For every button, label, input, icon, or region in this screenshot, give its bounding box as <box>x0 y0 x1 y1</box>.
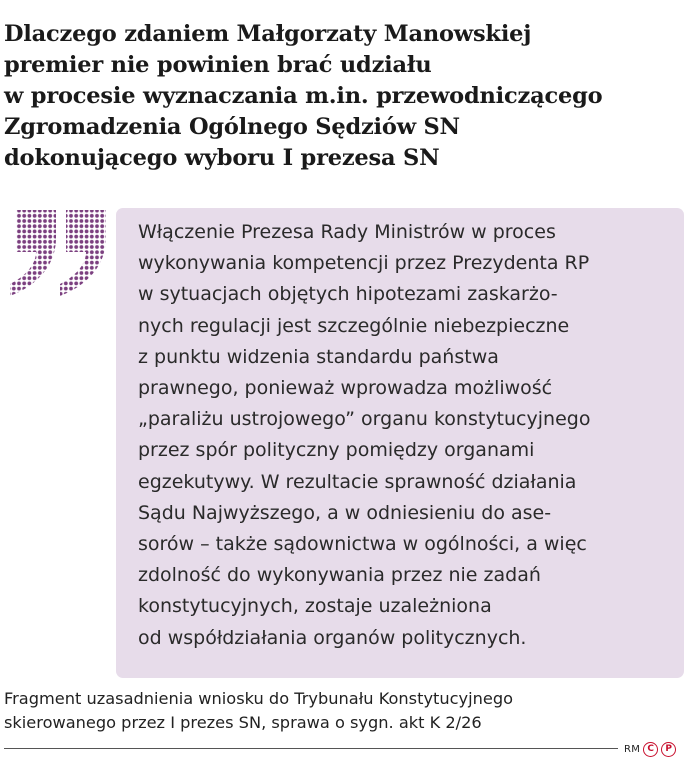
publisher-icon: P <box>661 742 676 757</box>
quote-line: sorów – także sądownictwa w ogólności, a więc <box>138 533 587 556</box>
quote-line: zdolność do wykonywania przez nie zadań <box>138 564 541 587</box>
title-line: Dlaczego zdaniem Małgorzaty Manowskiej <box>4 21 532 47</box>
title-line: w procesie wyznaczania m.in. przewodniczącego <box>4 83 603 109</box>
quote-line: Włączenie Prezesa Rady Ministrów w proces <box>138 221 556 243</box>
title-line: dokonującego wyboru I prezesa SN <box>4 145 440 171</box>
quote-line: Sądu Najwyższego, a w odniesieniu do ase- <box>138 501 552 524</box>
quote-line: konstytucyjnych, zostaje uzależniona <box>138 595 492 618</box>
quote-line: prawnego, ponieważ wprowadza możliwość <box>138 377 553 400</box>
quote-line: nych regulacji jest szczególnie niebezpieczne <box>138 314 570 337</box>
quote-line: w sytuacjach objętych hipotezami zaskarżo- <box>138 283 558 306</box>
footer-divider <box>4 748 618 749</box>
opening-quote-dotted-icon <box>6 208 110 298</box>
quote-text <box>138 217 683 654</box>
quote-line: od współdziałania organów politycznych. <box>138 626 527 649</box>
caption-line: Fragment uzasadnienia wniosku do Trybunału Konstytucyjnego <box>4 689 514 708</box>
quote-line: przez spór polityczny pomiędzy organami <box>138 439 535 462</box>
caption-line: skierowanego przez I prezes SN, sprawa o sygn. akt K 2/26 <box>4 713 482 732</box>
quote-line: wykonywania kompetencji przez Prezydenta RP <box>138 252 590 275</box>
quote-line: z punktu widzenia standardu państwa <box>138 345 499 368</box>
title-line: Zgromadzenia Ogólnego Sędziów SN <box>4 114 460 140</box>
quote-line: „paraliżu ustrojowego” organu konstytucyjnego <box>138 408 591 431</box>
article-title <box>4 19 688 174</box>
title-line: premier nie powinien brać udziału <box>4 52 432 78</box>
author-credit <box>624 740 676 758</box>
copyright-icon: C <box>643 742 658 757</box>
quote-line: egzekutywy. W rezultacie sprawność działania <box>138 470 577 493</box>
source-caption <box>4 687 624 735</box>
author-initials: RM <box>624 743 641 755</box>
